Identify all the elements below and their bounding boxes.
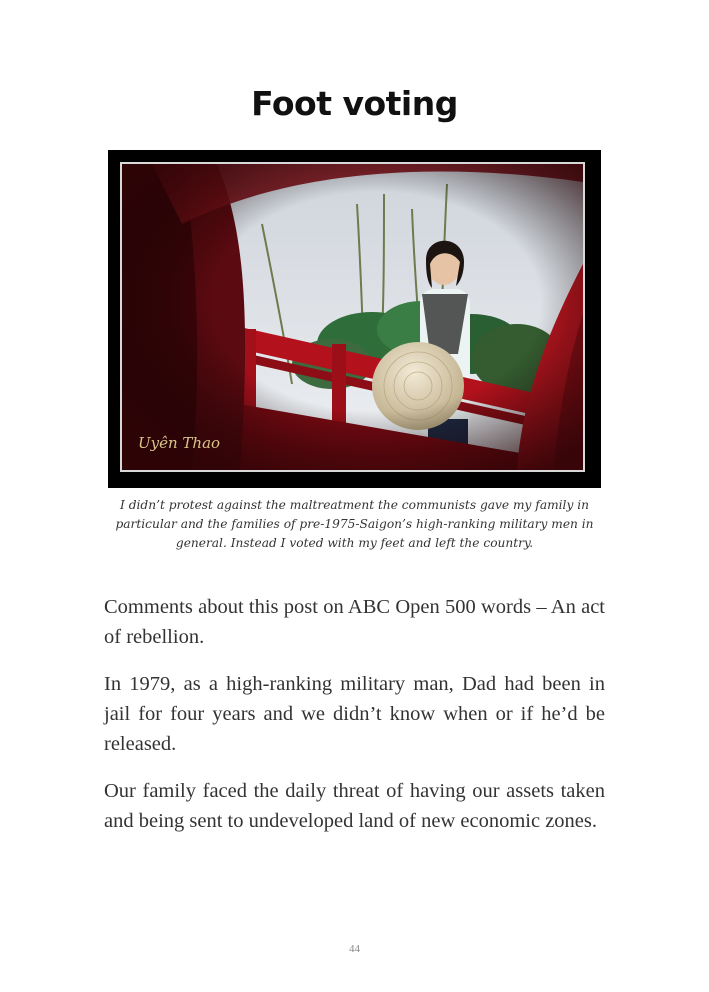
photo-signature: Uyên Thao: [138, 434, 221, 452]
page-title: Foot voting: [251, 84, 458, 123]
body-text: [104, 592, 605, 853]
photo-illustration: [122, 164, 583, 470]
paragraph: In 1979, as a high-ranking military man, Dad had been in jail for four years and we didn’t know when or if he’d be released.: [104, 673, 605, 755]
photo-caption: I didn’t protest against the maltreatment the communists gave my family in particular and the families of pre-1975-Saigon’s high-ranking military men in general. Instead I voted with my feet and left the country.: [115, 498, 594, 550]
paragraph: Comments about this post on ABC Open 500 words – An act of rebellion.: [104, 596, 605, 648]
photo: [120, 162, 585, 472]
page-number: 44: [349, 943, 360, 955]
paragraph: Our family faced the daily threat of having our assets taken and being sent to undeveloped land of new economic zones.: [104, 780, 605, 832]
